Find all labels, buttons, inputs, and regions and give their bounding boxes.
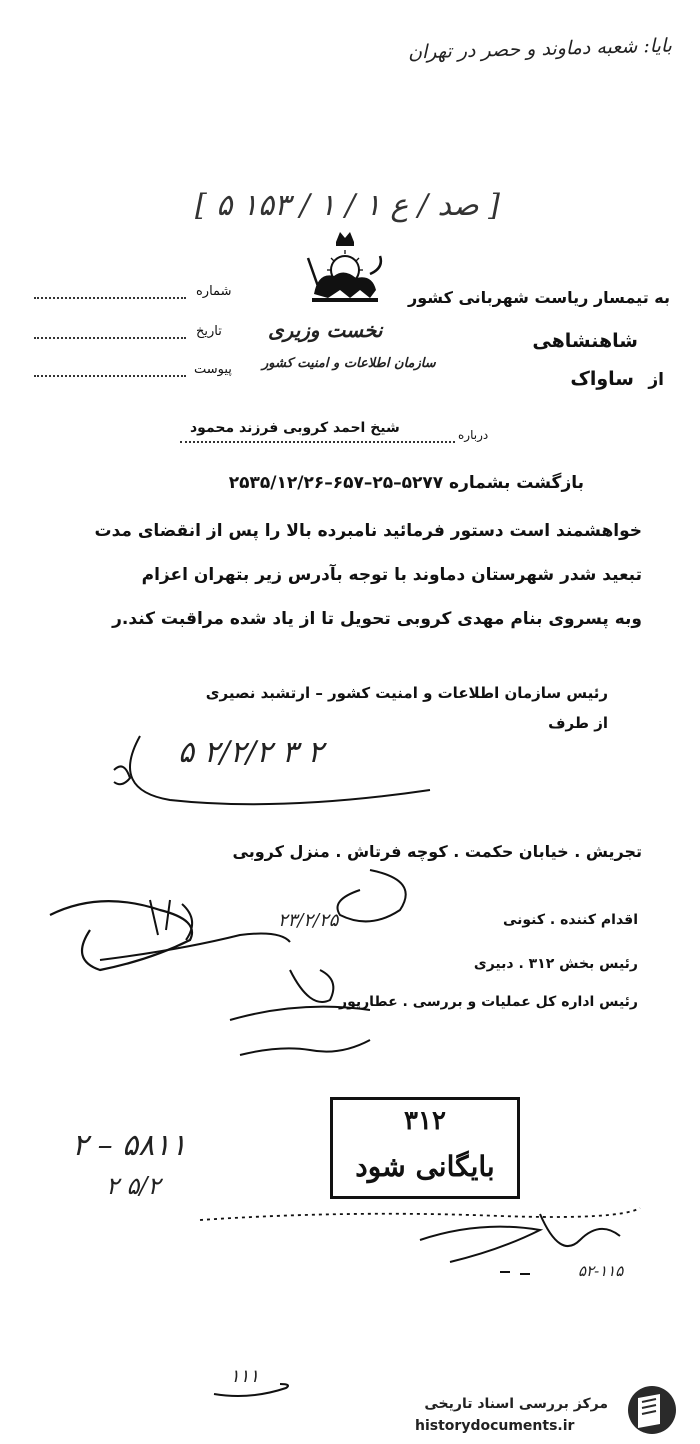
signature-line: رئیس سازمان اطلاعات و امنیت کشور – ارتشبد نصیری bbox=[205, 684, 608, 702]
attachment-label: پیوست bbox=[194, 362, 232, 377]
number-label: شماره bbox=[196, 284, 232, 299]
archive-stamp bbox=[330, 1097, 520, 1199]
from-value: ساواک bbox=[570, 368, 634, 390]
action-handwriting: ۲۳/۲/۲۵ bbox=[278, 910, 339, 931]
ministry-title: نخست وزیری bbox=[268, 318, 383, 342]
from-label: از bbox=[648, 370, 664, 390]
header-note: بایا: شعبه دماوند و حصر در تهران bbox=[407, 34, 673, 64]
body-line-1: خواهشمند است دستور فرمائید نامبرده بالا را پس از انقضای مدت bbox=[94, 521, 642, 541]
signature-by: از طرف bbox=[548, 714, 608, 732]
regarding-value: شیخ احمد کروبی فرزند محمود bbox=[190, 420, 400, 436]
to-line: به تیمسار ریاست شهربانی کشور bbox=[408, 288, 670, 307]
body-line-3: وبه پسروی بنام مهدی کروبی تحویل تا از یاد شده مراقبت کند.ر bbox=[112, 609, 642, 629]
attachment-field-line bbox=[34, 375, 186, 377]
action-line-1: اقدام کننده . کنونی bbox=[502, 912, 638, 928]
body-line-2: تبعید شدر شهرستان دماوند با توجه بآدرس زیر بتهران اعزام bbox=[141, 565, 642, 585]
page-number-underline bbox=[210, 1380, 300, 1400]
watermark-title: مرکز بررسی اسناد تاریخی bbox=[424, 1396, 608, 1412]
stamp-text: بایگانی شود bbox=[355, 1150, 495, 1183]
page-number: ۱۱۱ bbox=[230, 1366, 260, 1387]
reference-line: بازگشت بشماره ۵۲۷۷–۲۵–۶۵۷–۲۵۳۵/۱۲/۲۶ bbox=[228, 473, 584, 493]
bottom-code: ۵۲-۱۱۵ bbox=[578, 1262, 624, 1280]
regarding-label: درباره bbox=[458, 428, 489, 442]
signature-scribble bbox=[100, 730, 480, 810]
stamp-number: ۳۱۲ bbox=[404, 1106, 446, 1136]
shahanshahi-label: شاهنشاهی bbox=[532, 330, 638, 352]
action-line-3: رئیس اداره کل عملیات و بررسی . عطارپور bbox=[339, 994, 638, 1010]
date-field-line bbox=[34, 337, 186, 339]
bottom-handwriting-numbers: ۲ – ۵۸۱۱ bbox=[72, 1128, 187, 1163]
organization-name: سازمان اطلاعات و امنیت کشور bbox=[262, 356, 436, 371]
date-label: تاریخ bbox=[196, 324, 222, 339]
bottom-handwriting-date: ۲ ۵/۲ bbox=[106, 1172, 161, 1200]
archive-logo-icon bbox=[604, 1384, 690, 1436]
watermark-url: historydocuments.ir bbox=[415, 1418, 575, 1434]
regarding-field-line bbox=[180, 441, 455, 443]
number-field-line bbox=[34, 297, 186, 299]
action-line-2: رئیس بخش ۳۱۲ . دبیری bbox=[473, 956, 638, 972]
lion-and-sun-emblem bbox=[300, 228, 390, 308]
handwritten-signatures bbox=[40, 860, 460, 1080]
header-handwriting: [ ۵ ۱۵۳ / صد / ع ۱ / ۱ ] bbox=[195, 188, 500, 223]
address-line: تجریش . خیابان حکمت . کوچه فرتاش . منزل کروبی bbox=[232, 842, 642, 861]
signature-handwriting: ۵ ۲/۲/۲ ۳ ۲ bbox=[178, 735, 324, 770]
